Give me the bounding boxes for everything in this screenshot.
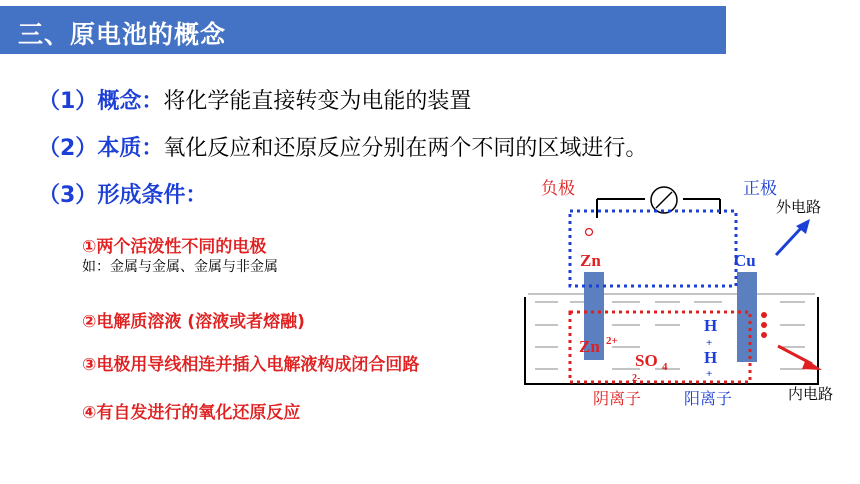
concept-heading: 概念：	[97, 89, 164, 114]
conditions-heading: 形成条件：	[97, 183, 208, 208]
zn-label: Zn	[580, 251, 601, 270]
galvanometer-icon	[651, 187, 677, 213]
sulfate-subscript: 4	[662, 361, 668, 373]
zn-ion: Zn	[579, 337, 600, 356]
condition-4: ④有自发进行的氧化还原反应	[82, 403, 301, 423]
negative-label: 负极	[541, 179, 575, 199]
condition-2: ②电解质溶液 (溶液或者熔融)	[82, 312, 305, 332]
conditions-number: （3）	[38, 183, 98, 208]
cation-label: 阳离子	[684, 389, 733, 408]
electron-dot	[761, 312, 767, 318]
electron-icon	[586, 229, 593, 236]
essence-number: （2）	[38, 136, 98, 161]
essence-heading: 本质：	[97, 136, 164, 161]
essence-text: 氧化反应和还原反应分别在两个不同的区域进行。	[163, 136, 648, 161]
hydrogen-ion: H	[704, 348, 718, 367]
condition-1: ①两个活泼性不同的电极	[82, 237, 267, 257]
positive-label: 正极	[743, 179, 777, 199]
concept-text: 将化学能直接转变为电能的装置	[163, 89, 472, 114]
cu-electrode	[737, 272, 757, 362]
electron-dot	[761, 332, 767, 338]
sulfate-charge: 2-	[632, 373, 641, 384]
hydrogen-ion-charge: +	[706, 368, 713, 380]
anion-label: 阴离子	[593, 389, 642, 408]
sulfate-ion: SO	[635, 351, 658, 370]
internal-circuit-label: 内电路	[788, 385, 834, 403]
cu-label: Cu	[734, 251, 756, 270]
hydrogen-ion: H	[704, 316, 718, 335]
page-title: 三、原电池的概念	[18, 20, 227, 49]
condition-3: ③电极用导线相连并插入电解液构成闭合回路	[82, 355, 420, 375]
external-circuit-label: 外电路	[776, 198, 822, 216]
zn-ion-charge: 2+	[606, 335, 618, 347]
hydrogen-ion-charge: +	[706, 337, 713, 349]
concept-number: （1）	[38, 89, 98, 114]
condition-example: 如：金属与金属、金属与非金属	[82, 259, 278, 275]
external-arrow	[776, 226, 803, 255]
electron-dot	[761, 322, 767, 328]
